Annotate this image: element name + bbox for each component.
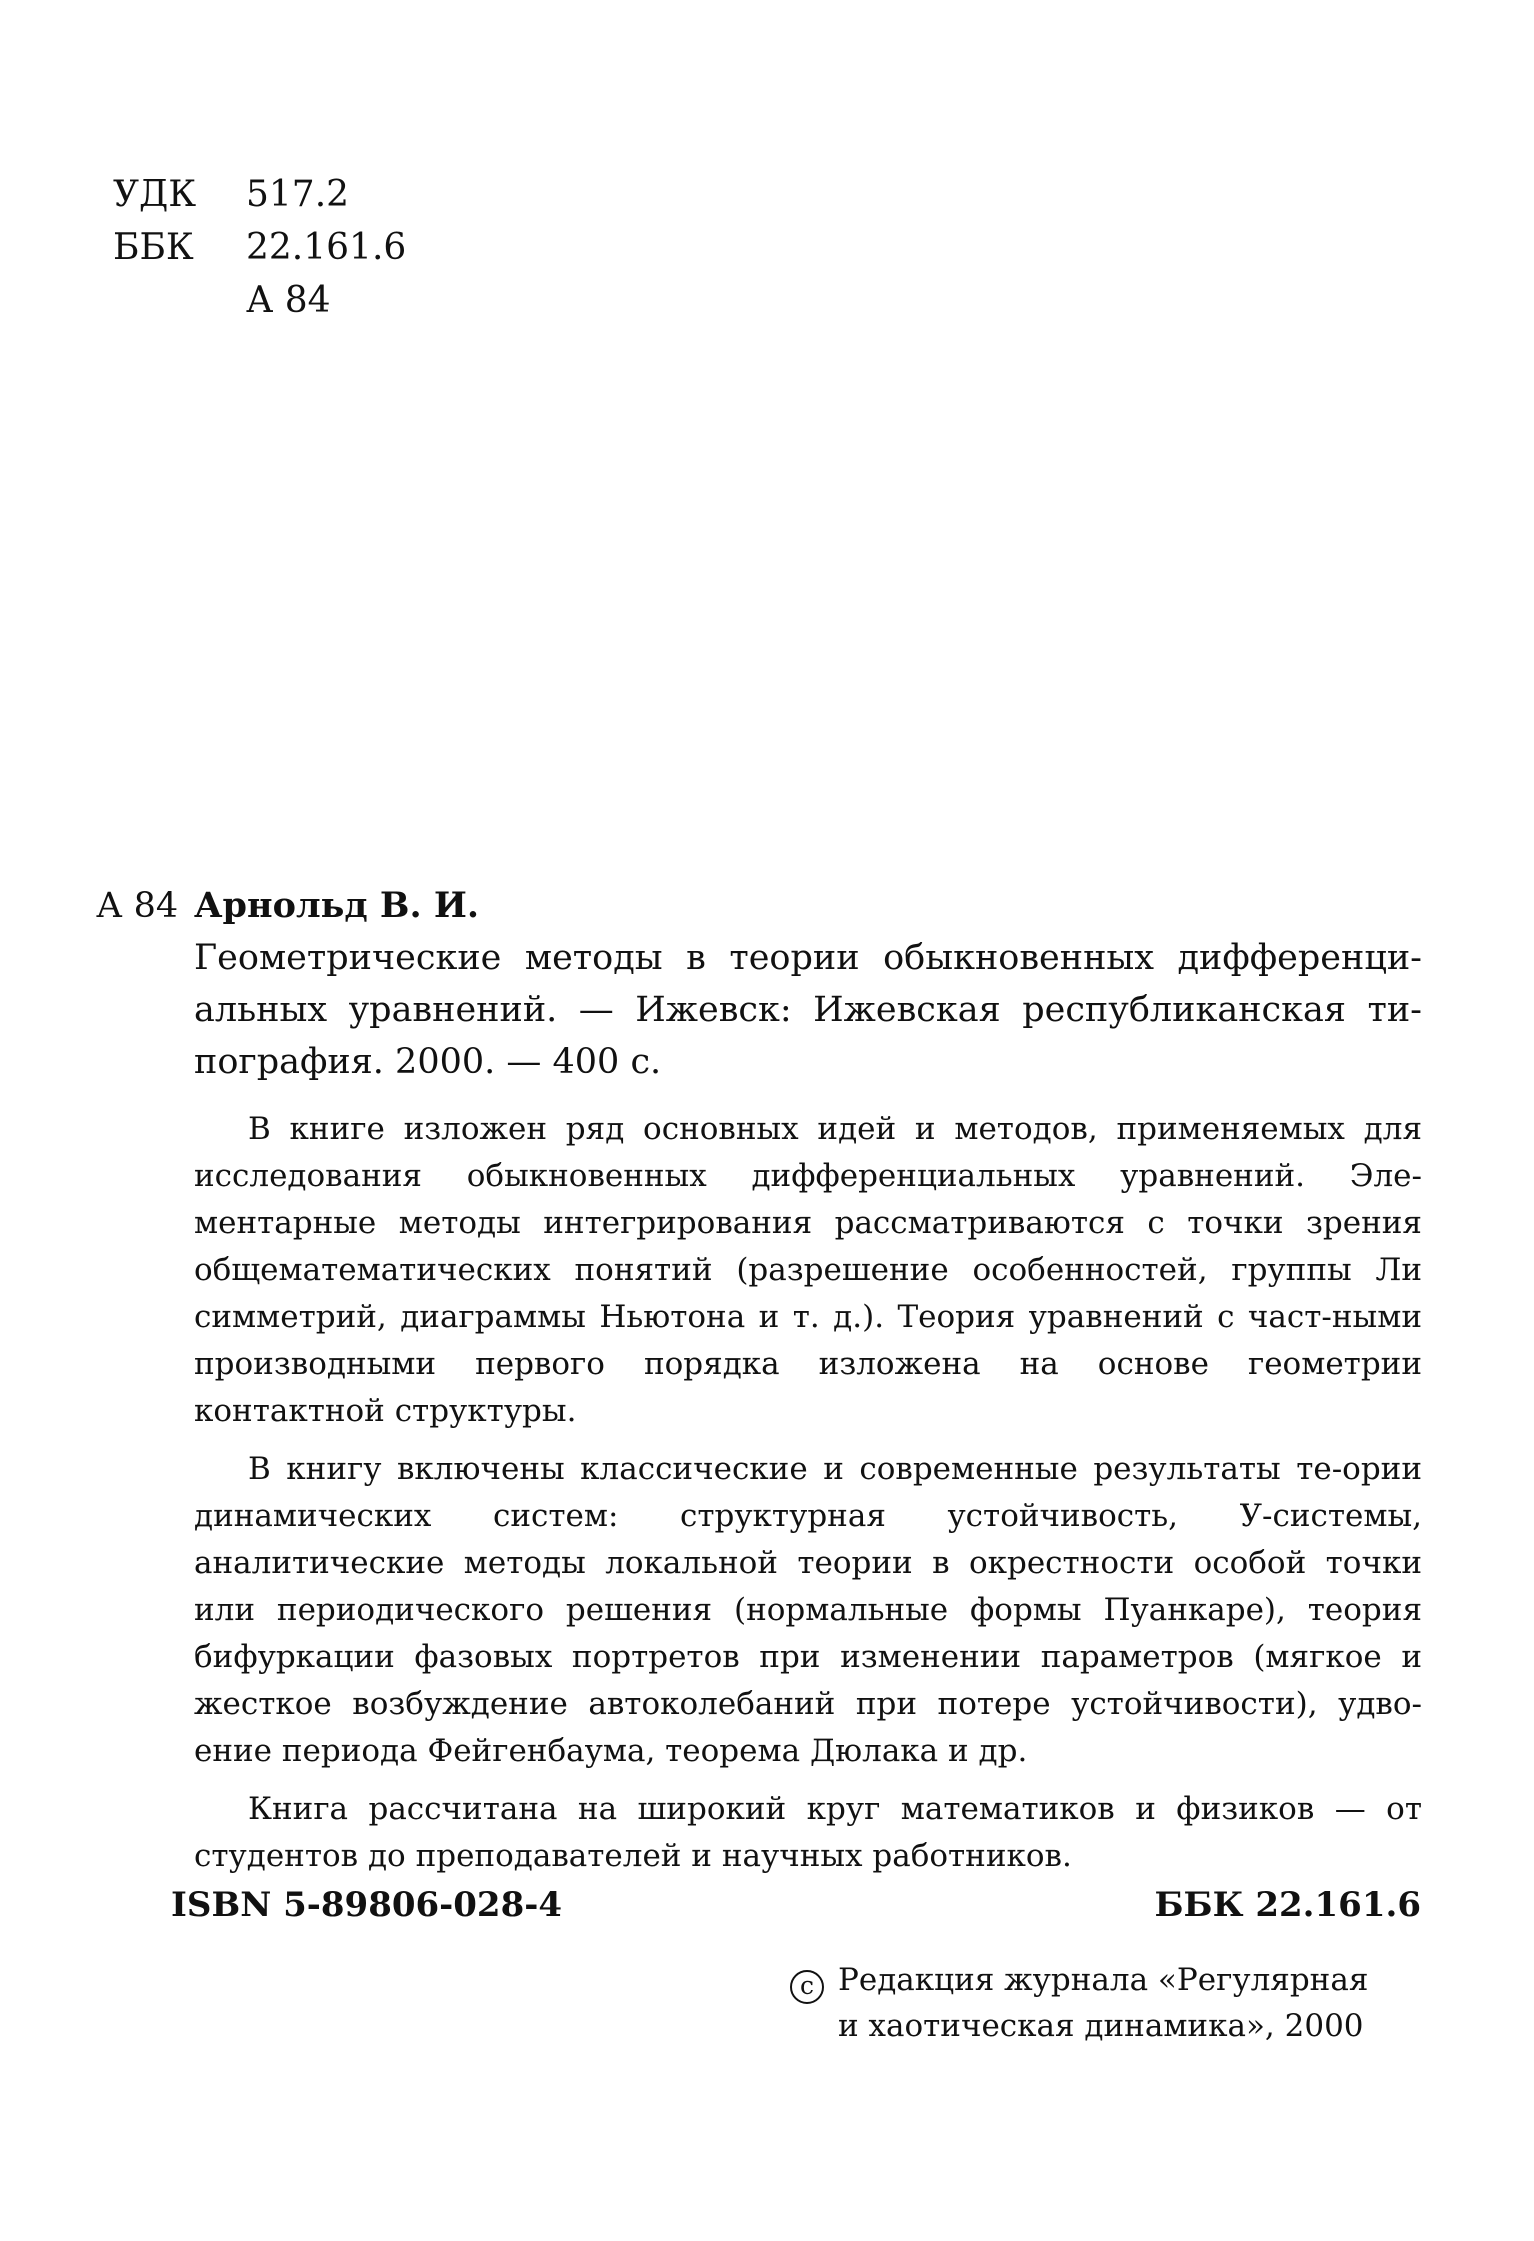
copyright-line-2	[790, 2003, 1368, 2049]
classification-block	[113, 168, 406, 327]
abstract-paragraph: Книга рассчитана на широкий круг математиков и физиков — от студентов до преподавателей и научных работников.	[194, 1791, 1422, 1874]
copyright-icon: c	[790, 1970, 824, 2004]
bibliographic-entry	[96, 880, 1422, 1891]
classification-row-udk	[113, 168, 406, 221]
classification-value: 517.2	[246, 174, 350, 215]
copyright-text-line1: Редакция журнала «Регулярная	[838, 1962, 1369, 1998]
classification-value: 22.161.6	[246, 227, 407, 268]
abstract-paragraph: В книгу включены классические и современные результаты те-ории динамических систем: структурная устойчивость, У-системы, аналитические методы локальной теории в окрестности особой точки или периодического решения (нормальные формы Пуанкаре), теория бифуркации фазовых портретов при изменении параметров (мягкое и жесткое возбуждение автоколебаний при потере устойчивости), удво-ение периода Фейгенбаума, теорема Дюлака и др.	[194, 1451, 1422, 1769]
isbn: ISBN 5-89806-028-4	[171, 1885, 563, 1925]
classification-label: ББК	[113, 227, 194, 268]
book-title-description: Геометрические методы в теории обыкновенных дифференци-альных уравнений. — Ижевск: Ижевская республиканская ти-пография. 2000. — 400 с.	[194, 938, 1422, 1082]
classification-row-author-mark	[113, 274, 406, 327]
author-name: Арнольд В. И.	[194, 885, 480, 926]
entry-body	[194, 880, 1422, 1088]
classification-row-bbk	[113, 221, 406, 274]
classification-label: УДК	[113, 174, 197, 215]
classification-value: А 84	[246, 280, 331, 321]
abstract-paragraph: В книге изложен ряд основных идей и методов, применяемых для исследования обыкновенных дифференциальных уравнений. Эле-ментарные методы интегрирования рассматриваются с точки зрения общематематических понятий (разрешение особенностей, группы Ли симметрий, диаграммы Ньютона и т. д.). Теория уравнений с част-ными производными первого порядка изложена на основе геометрии контактной структуры.	[194, 1111, 1422, 1429]
author-mark: А 84	[96, 886, 179, 926]
bbk-code: ББК 22.161.6	[1154, 1885, 1421, 1925]
abstract	[194, 1106, 1422, 1880]
codes-row	[171, 1885, 1421, 1925]
copyright-text-line2: и хаотическая динамика», 2000	[838, 2008, 1364, 2044]
copyright-line-1	[790, 1957, 1368, 2003]
copyright-notice	[790, 1957, 1368, 2049]
